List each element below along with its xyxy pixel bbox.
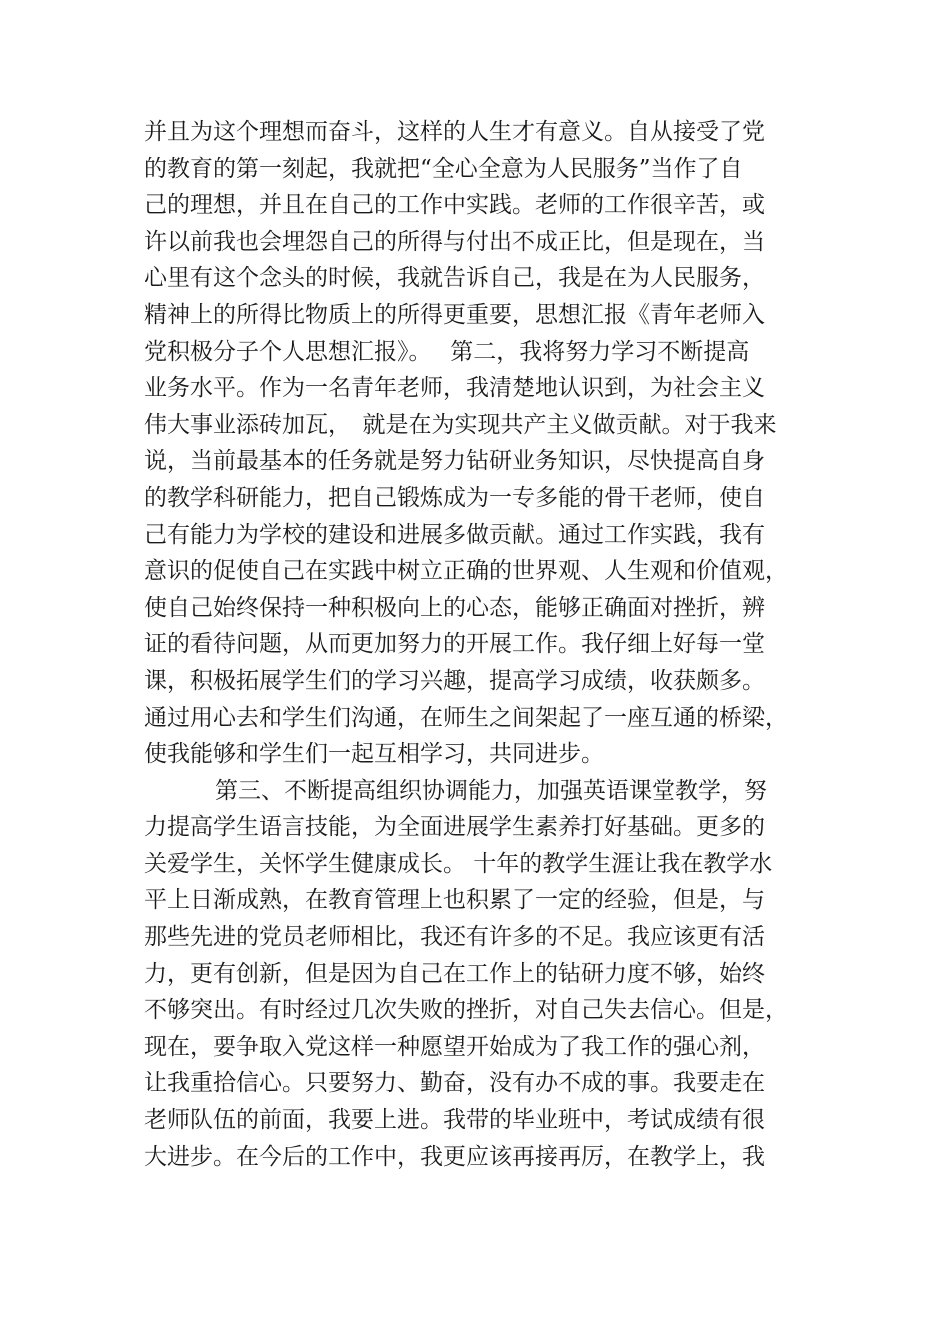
text-line: 说，当前最基本的任务就是努力钻研业务知识，尽快提高自身 — [144, 448, 765, 475]
text-line: 心里有这个念头的时候，我就告诉自己，我是在为人民服务， — [144, 265, 765, 292]
text-line: 的教育的第一刻起，我就把“全心全意为人民服务”当作了自 — [144, 155, 743, 182]
text-line: 业务水平。作为一名青年老师，我清楚地认识到，为社会主义 — [144, 375, 765, 402]
text-line: 关爱学生，关怀学生健康成长。 十年的教学生涯让我在教学水 — [144, 850, 773, 877]
text-line: 那些先进的党员老师相比，我还有许多的不足。我应该更有活 — [144, 924, 765, 951]
text-line: 党积极分子个人思想汇报》。 第二，我将努力学习不断提高 — [144, 338, 750, 365]
text-line: 伟大事业添砖加瓦， 就是在为实现共产主义做贡献。对于我来 — [144, 411, 777, 438]
text-line: 并且为这个理想而奋斗，这样的人生才有意义。自从接受了党 — [144, 119, 765, 145]
text-line: 让我重拾信心。只要努力、勤奋，没有办不成的事。我要走在 — [144, 1070, 765, 1097]
text-line: 不够突出。有时经过几次失败的挫折，对自己失去信心。但是， — [144, 997, 788, 1024]
text-line: 己的理想，并且在自己的工作中实践。老师的工作很辛苦，或 — [144, 192, 765, 219]
text-line: 通过用心去和学生们沟通，在师生之间架起了一座互通的桥梁， — [144, 704, 788, 731]
text-line: 平上日渐成熟，在教育管理上也积累了一定的经验，但是，与 — [144, 887, 765, 914]
text-line: 己有能力为学校的建设和进展多做贡献。通过工作实践，我有 — [144, 521, 765, 548]
text-line: 课，积极拓展学生们的学习兴趣，提高学习成绩，收获颇多。 — [144, 667, 765, 694]
body-text — [144, 114, 806, 1175]
text-line: 现在，要争取入党这样一种愿望开始成为了我工作的强心剂， — [144, 1033, 765, 1060]
text-line: 的教学科研能力，把自己锻炼成为一专多能的骨干老师，使自 — [144, 484, 765, 511]
text-line: 许以前我也会埋怨自己的所得与付出不成正比，但是现在，当 — [144, 228, 765, 255]
text-line: 使自己始终保持一种积极向上的心态，能够正确面对挫折，辨 — [144, 594, 765, 621]
text-line: 精神上的所得比物质上的所得更重要，思想汇报《青年老师入 — [144, 301, 765, 328]
text-line: 证的看待问题，从而更加努力的开展工作。我仔细上好每一堂 — [144, 631, 765, 658]
paragraph-start-line: 第三、不断提高组织协调能力，加强英语课堂教学，努 — [215, 777, 767, 804]
text-line: 使我能够和学生们一起互相学习，共同进步。 — [144, 741, 604, 768]
text-line: 大进步。在今后的工作中，我更应该再接再厉，在教学上，我 — [144, 1143, 765, 1170]
text-line: 力提高学生语言技能，为全面进展学生素养打好基础。更多的 — [144, 814, 765, 841]
text-line: 力，更有创新，但是因为自己在工作上的钻研力度不够，始终 — [144, 960, 765, 987]
text-line: 老师队伍的前面，我要上进。我带的毕业班中，考试成绩有很 — [144, 1107, 765, 1134]
text-line: 意识的促使自己在实践中树立正确的世界观、人生观和价值观， — [144, 558, 788, 585]
